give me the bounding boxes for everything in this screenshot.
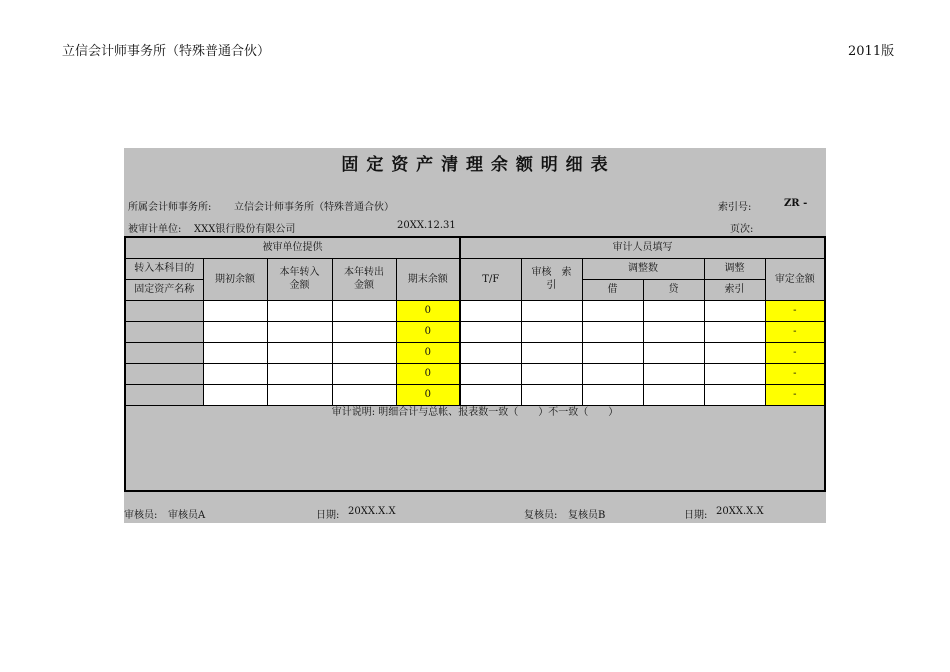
debit-cell[interactable] <box>582 363 643 384</box>
transfer-out-cell[interactable] <box>332 300 396 321</box>
closing-cell[interactable]: 0 <box>396 384 460 405</box>
audited-cell[interactable]: - <box>765 321 825 342</box>
transfer-out-cell[interactable] <box>332 363 396 384</box>
group-filled-by-auditor: 审计人员填写 <box>460 237 825 258</box>
col-asset-name-2: 固定资产名称 <box>125 279 203 300</box>
firm-header: 立信会计师事务所（特殊普通合伙） <box>62 44 271 59</box>
detail-table <box>124 236 826 492</box>
index-value: ZR - <box>784 198 808 209</box>
audited-cell[interactable]: - <box>765 363 825 384</box>
asset-name-cell[interactable] <box>125 384 203 405</box>
opening-cell[interactable] <box>203 363 267 384</box>
adjust-index-cell[interactable] <box>704 363 765 384</box>
adjust-index-cell[interactable] <box>704 384 765 405</box>
audited-cell[interactable]: - <box>765 300 825 321</box>
tf-cell[interactable] <box>460 363 521 384</box>
audit-index-cell[interactable] <box>521 342 582 363</box>
credit-cell[interactable] <box>643 300 704 321</box>
adjust-index-cell[interactable] <box>704 321 765 342</box>
credit-cell[interactable] <box>643 363 704 384</box>
audit-index-cell[interactable] <box>521 384 582 405</box>
table-row <box>125 384 825 405</box>
table-row <box>125 363 825 384</box>
report-date: 20XX.12.31 <box>397 220 456 231</box>
tf-cell[interactable] <box>460 300 521 321</box>
date1-value: 20XX.X.X <box>348 506 396 517</box>
audit-note[interactable]: 审计说明: 明细合计与总帐、报表数一致（ ）不一致（ ） <box>125 405 825 491</box>
opening-cell[interactable] <box>203 384 267 405</box>
col-tf: T/F <box>460 258 521 300</box>
audit-index-cell[interactable] <box>521 300 582 321</box>
col-debit: 借 <box>582 279 643 300</box>
col-credit: 贷 <box>643 279 704 300</box>
col-opening-balance: 期初余额 <box>203 258 267 300</box>
reviewer-label: 复核员: <box>524 510 558 521</box>
col-adjustment: 调整数 <box>582 258 704 279</box>
date2-value: 20XX.X.X <box>716 506 764 517</box>
date1-label: 日期: <box>316 510 340 521</box>
adjust-index-cell[interactable] <box>704 300 765 321</box>
closing-cell[interactable]: 0 <box>396 300 460 321</box>
adjust-index-cell[interactable] <box>704 342 765 363</box>
debit-cell[interactable] <box>582 321 643 342</box>
opening-cell[interactable] <box>203 342 267 363</box>
firm-value: 立信会计师事务所（特殊普通合伙） <box>234 202 394 213</box>
transfer-in-cell[interactable] <box>267 300 332 321</box>
transfer-out-cell[interactable] <box>332 321 396 342</box>
auditor-value: 审核员A <box>168 510 206 521</box>
transfer-in-cell[interactable] <box>267 321 332 342</box>
audited-cell[interactable]: - <box>765 342 825 363</box>
debit-cell[interactable] <box>582 384 643 405</box>
col-asset-name-1: 转入本科目的 <box>125 258 203 279</box>
index-label: 索引号: <box>718 202 752 213</box>
opening-cell[interactable] <box>203 321 267 342</box>
closing-cell[interactable]: 0 <box>396 342 460 363</box>
tf-cell[interactable] <box>460 342 521 363</box>
asset-name-cell[interactable] <box>125 342 203 363</box>
table-row <box>125 342 825 363</box>
date2-label: 日期: <box>684 510 708 521</box>
credit-cell[interactable] <box>643 384 704 405</box>
tf-cell[interactable] <box>460 321 521 342</box>
audit-index-cell[interactable] <box>521 363 582 384</box>
tf-cell[interactable] <box>460 384 521 405</box>
credit-cell[interactable] <box>643 342 704 363</box>
debit-cell[interactable] <box>582 300 643 321</box>
col-transfer-out: 本年转出 金额 <box>332 258 396 300</box>
col-closing-balance: 期末余额 <box>396 258 460 300</box>
group-provided-by-entity: 被审单位提供 <box>125 237 460 258</box>
transfer-in-cell[interactable] <box>267 384 332 405</box>
table-row <box>125 321 825 342</box>
credit-cell[interactable] <box>643 321 704 342</box>
reviewer-value: 复核员B <box>568 510 606 521</box>
table-row <box>125 300 825 321</box>
version-label: 2011版 <box>848 44 895 59</box>
asset-name-cell[interactable] <box>125 363 203 384</box>
transfer-out-cell[interactable] <box>332 342 396 363</box>
firm-label: 所属会计师事务所: <box>128 202 212 213</box>
entity-value: XXX银行股份有限公司 <box>194 224 296 235</box>
transfer-in-cell[interactable] <box>267 342 332 363</box>
col-adjust-index-1: 调整 <box>704 258 765 279</box>
transfer-out-cell[interactable] <box>332 384 396 405</box>
transfer-in-cell[interactable] <box>267 363 332 384</box>
debit-cell[interactable] <box>582 342 643 363</box>
page-label: 页次: <box>730 224 754 235</box>
entity-label: 被审计单位: <box>128 224 182 235</box>
audit-index-cell[interactable] <box>521 321 582 342</box>
asset-name-cell[interactable] <box>125 321 203 342</box>
form-title: 固 定 资 产 清 理 余 额 明 细 表 <box>341 155 609 175</box>
worksheet <box>124 148 826 523</box>
audited-cell[interactable]: - <box>765 384 825 405</box>
col-audited-amount: 审定金额 <box>765 258 825 300</box>
closing-cell[interactable]: 0 <box>396 363 460 384</box>
asset-name-cell[interactable] <box>125 300 203 321</box>
opening-cell[interactable] <box>203 300 267 321</box>
col-adjust-index-2: 索引 <box>704 279 765 300</box>
col-transfer-in: 本年转入 金额 <box>267 258 332 300</box>
closing-cell[interactable]: 0 <box>396 321 460 342</box>
auditor-label: 审核员: <box>124 510 158 521</box>
col-audit-index: 审核 索 引 <box>521 258 582 300</box>
